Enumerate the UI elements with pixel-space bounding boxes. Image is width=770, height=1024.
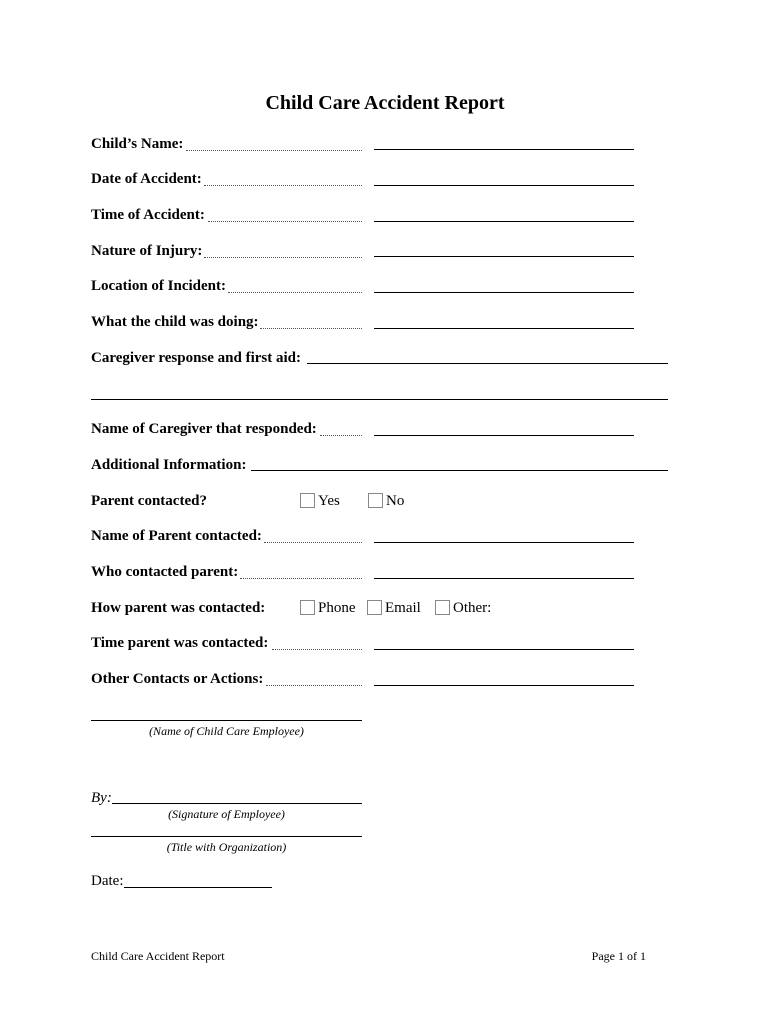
time-of-accident-field[interactable]: [374, 221, 634, 222]
child-name-field[interactable]: [374, 149, 634, 150]
caregiver-response-field-line2[interactable]: [91, 399, 668, 400]
who-contacted-leader: [240, 578, 362, 579]
child-name-label: Child’s Name:: [91, 136, 184, 152]
date-line[interactable]: [124, 887, 272, 888]
location-of-incident-field[interactable]: [374, 292, 634, 293]
how-contacted-label: How parent was contacted:: [91, 600, 266, 616]
parent-name-label: Name of Parent contacted:: [91, 528, 262, 544]
footer-title: Child Care Accident Report: [91, 949, 225, 963]
yes-checkbox[interactable]: [300, 493, 315, 508]
other-checkbox[interactable]: [435, 600, 450, 615]
no-option-label: No: [386, 493, 405, 509]
page-title: Child Care Accident Report: [265, 92, 505, 114]
location-of-incident-leader: [228, 292, 362, 293]
time-of-accident-label: Time of Accident:: [91, 207, 205, 223]
caregiver-name-leader: [320, 435, 362, 436]
other-option-label: Other:: [453, 600, 492, 616]
signature-line[interactable]: [112, 803, 362, 804]
nature-of-injury-label: Nature of Injury:: [91, 243, 203, 259]
time-contacted-label: Time parent was contacted:: [91, 635, 269, 651]
caregiver-name-field[interactable]: [374, 435, 634, 436]
page-number: Page 1 of 1: [591, 949, 646, 963]
child-name-leader: [186, 150, 362, 151]
what-child-doing-field[interactable]: [374, 328, 634, 329]
employee-name-caption: (Name of Child Care Employee): [149, 724, 304, 738]
date-label: Date:: [91, 873, 124, 889]
caregiver-response-field[interactable]: [307, 363, 668, 364]
parent-contacted-label: Parent contacted?: [91, 493, 207, 509]
other-contacts-label: Other Contacts or Actions:: [91, 671, 264, 687]
title-caption: (Title with Organization): [166, 840, 287, 854]
title-line[interactable]: [91, 836, 362, 837]
other-contacts-leader: [266, 685, 362, 686]
who-contacted-field[interactable]: [374, 578, 634, 579]
email-option-label: Email: [385, 600, 421, 616]
time-of-accident-leader: [208, 221, 362, 222]
time-contacted-field[interactable]: [374, 649, 634, 650]
parent-name-leader: [264, 542, 362, 543]
location-of-incident-label: Location of Incident:: [91, 278, 226, 294]
employee-name-line[interactable]: [91, 720, 362, 721]
date-of-accident-leader: [204, 185, 362, 186]
by-label: By:: [91, 790, 112, 806]
caregiver-response-label: Caregiver response and first aid:: [91, 350, 301, 366]
date-of-accident-label: Date of Accident:: [91, 171, 202, 187]
who-contacted-label: Who contacted parent:: [91, 564, 239, 580]
what-child-doing-leader: [260, 328, 362, 329]
caregiver-name-label: Name of Caregiver that responded:: [91, 421, 317, 437]
time-contacted-leader: [272, 649, 362, 650]
signature-caption: (Signature of Employee): [168, 807, 285, 821]
phone-option-label: Phone: [318, 600, 356, 616]
what-child-doing-label: What the child was doing:: [91, 314, 259, 330]
date-of-accident-field[interactable]: [374, 185, 634, 186]
nature-of-injury-field[interactable]: [374, 256, 634, 257]
no-checkbox[interactable]: [368, 493, 383, 508]
additional-info-field[interactable]: [251, 470, 668, 471]
other-contacts-field[interactable]: [374, 685, 634, 686]
nature-of-injury-leader: [204, 257, 362, 258]
additional-info-label: Additional Information:: [91, 457, 247, 473]
phone-checkbox[interactable]: [300, 600, 315, 615]
parent-name-field[interactable]: [374, 542, 634, 543]
email-checkbox[interactable]: [367, 600, 382, 615]
yes-option-label: Yes: [318, 493, 340, 509]
